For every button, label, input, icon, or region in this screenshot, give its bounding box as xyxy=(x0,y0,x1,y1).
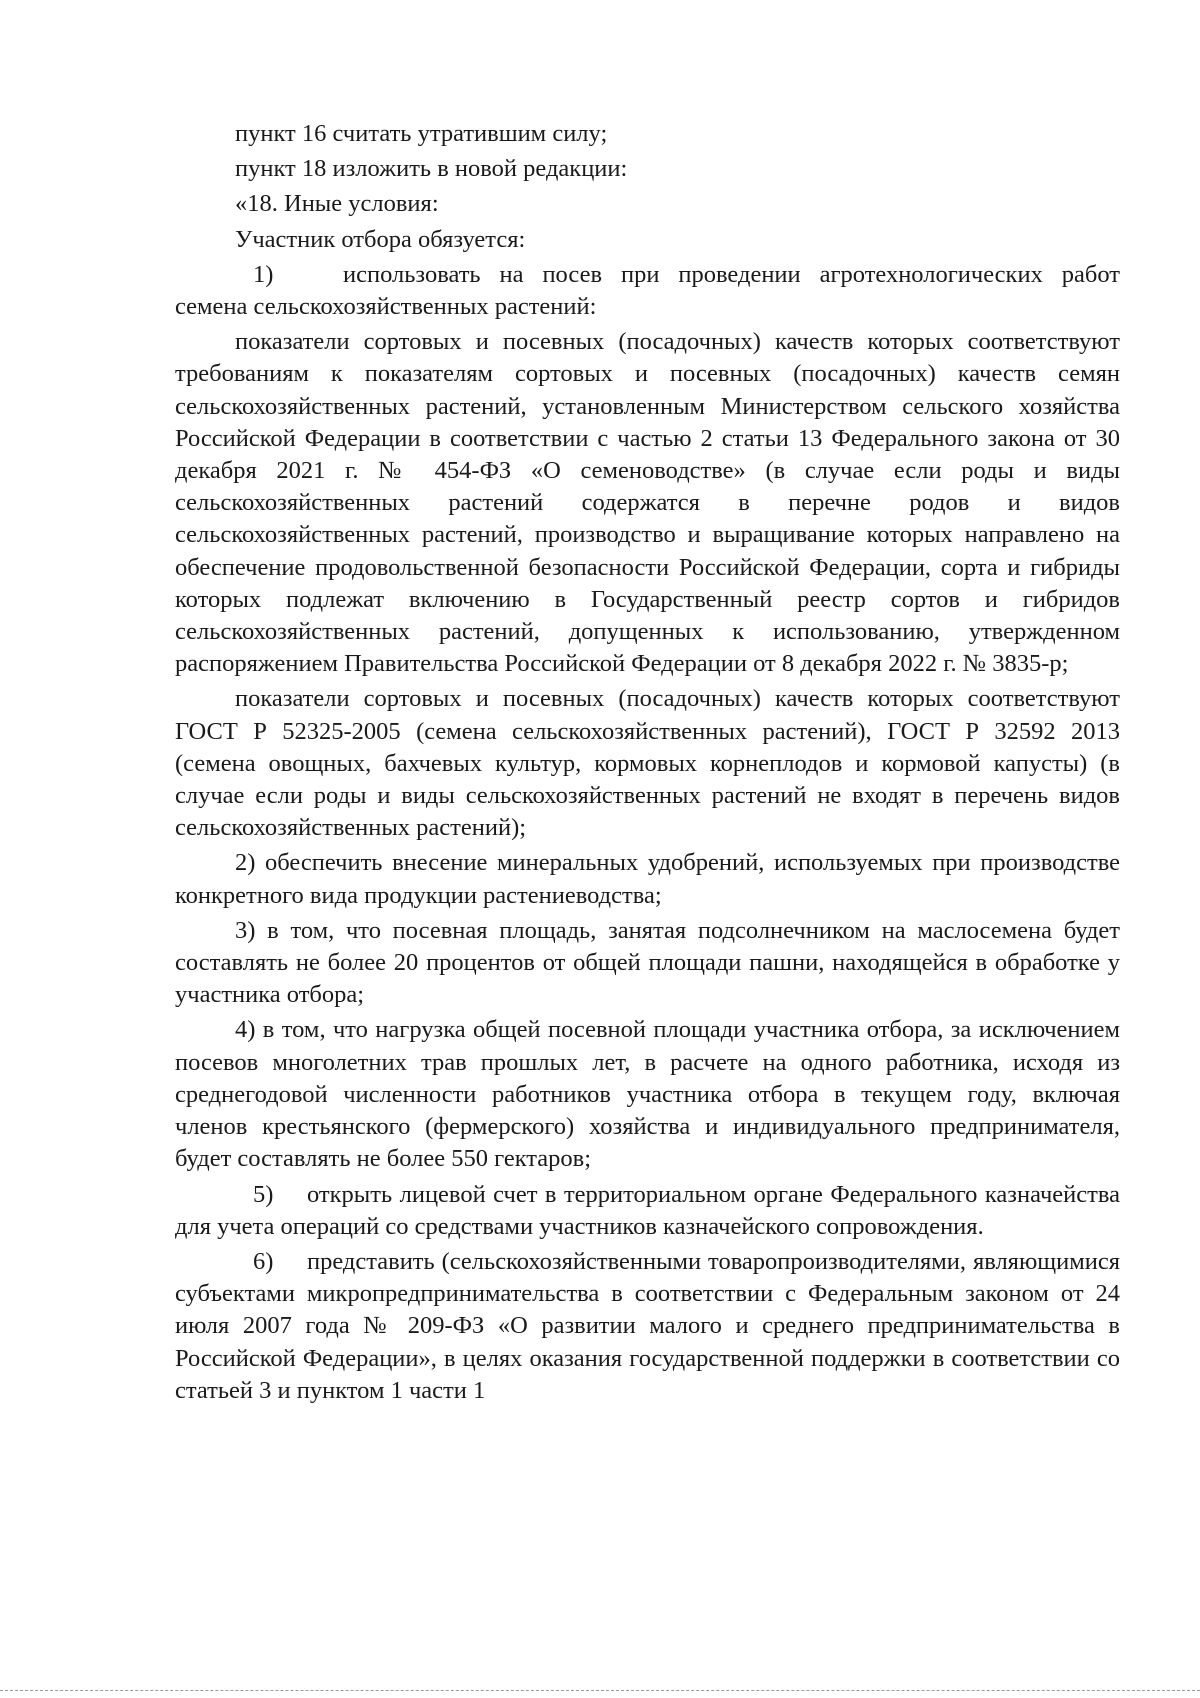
paragraph-text: показатели сортовых и посевных (посадочных) качеств которых соответствуют требованиям к показателям сортовых и посевных (посадочных) качеств семян сельскохозяйственных растений, установленным Министерством сельского хозяйства Российской Федерации в соответствии с частью 2 статьи 13 Федерального закона от 30 декабря 2021 г. № 454-ФЗ «О семеноводстве» (в случае если роды и виды сельскохозяйственных растений содержатся в перечне родов и видов сельскохозяйственных растений, производство и выращивание которых направлено на обеспечение продовольственной безопасности Российской Федерации, сорта и гибриды которых подлежат включению в Государственный реестр сортов и гибридов сельскохозяйственных растений, допущенных к использованию, утвержденном распоряжением Правительства Российской Федерации от 8 декабря 2022 г. № 3835-р; xyxy=(175,328,1120,678)
paragraph-text: Участник отбора обязуется: xyxy=(235,225,526,253)
document-body xyxy=(175,118,1120,1410)
paragraph-numbered-4 xyxy=(175,1014,1120,1175)
paragraph-item-16 xyxy=(175,118,1120,150)
scan-edge-divider xyxy=(0,1690,1200,1691)
paragraph-quality-indicators-2 xyxy=(175,683,1120,844)
paragraph-text: «18. Иные условия: xyxy=(235,190,439,218)
paragraph-text: использовать на посев при проведении агротехнологических работ семена сельскохозяйственных растений: xyxy=(175,260,1120,321)
paragraph-text: 2) обеспечить внесение минеральных удобрений, используемых при производстве конкретного вида продукции растениеводства; xyxy=(175,849,1120,909)
paragraph-text: пункт 18 изложить в новой редакции: xyxy=(235,155,628,183)
paragraph-numbered-6 xyxy=(175,1246,1120,1407)
paragraph-text: 3) в том, что посевная площадь, занятая подсолнечником на маслосемена будет составлять не более 20 процентов от общей площади пашни, находящейся в обработке у участника отбора; xyxy=(175,916,1120,1009)
paragraph-numbered-1 xyxy=(175,259,1120,323)
paragraph-text: представить (сельскохозяйственными товаропроизводителями, являющимися субъектами микропредпринимательства в соответствии с Федеральным законом от 24 июля 2007 года № 209-ФЗ «О развитии малого и среднего предпринимательства в Российской Федерации», в целях оказания государственной поддержки в соответствии со статьей 3 и пунктом 1 части 1 xyxy=(175,1247,1120,1404)
paragraph-numbered-2 xyxy=(175,847,1120,911)
paragraph-text: открыть лицевой счет в территориальном органе Федерального казначейства для учета операций со средствами участников казначейского сопровождения. xyxy=(175,1180,1120,1240)
list-number: 1) xyxy=(253,260,274,288)
paragraph-numbered-3 xyxy=(175,915,1120,1012)
paragraph-quality-indicators-1 xyxy=(175,326,1120,680)
list-number: 6) xyxy=(253,1247,274,1275)
paragraph-text: 4) в том, что нагрузка общей посевной площади участника отбора, за исключением посевов многолетних трав прошлых лет, в расчете на одного работника, исходя из среднегодовой численности работников участника отбора в текущем году, включая членов крестьянского (фермерского) хозяйства и индивидуального предпринимателя, будет составлять не более 550 гектаров; xyxy=(175,1016,1120,1173)
paragraph-heading-other-conditions xyxy=(175,188,1120,220)
paragraph-item-18 xyxy=(175,153,1120,185)
paragraph-text: пункт 16 считать утратившим силу; xyxy=(235,120,608,147)
list-number: 5) xyxy=(253,1180,274,1208)
paragraph-participant-obliged xyxy=(175,224,1120,256)
paragraph-text: показатели сортовых и посевных (посадочных) качеств которых соответствуют ГОСТ Р 52325-2005 (семена сельскохозяйственных растений), ГОСТ Р 32592 2013 (семена овощных, бахчевых культур, кормовых корнеплодов и кормовой капусты) (в случае если роды и виды сельскохозяйственных растений не входят в перечень видов сельскохозяйственных растений); xyxy=(175,685,1120,842)
paragraph-numbered-5 xyxy=(175,1179,1120,1243)
